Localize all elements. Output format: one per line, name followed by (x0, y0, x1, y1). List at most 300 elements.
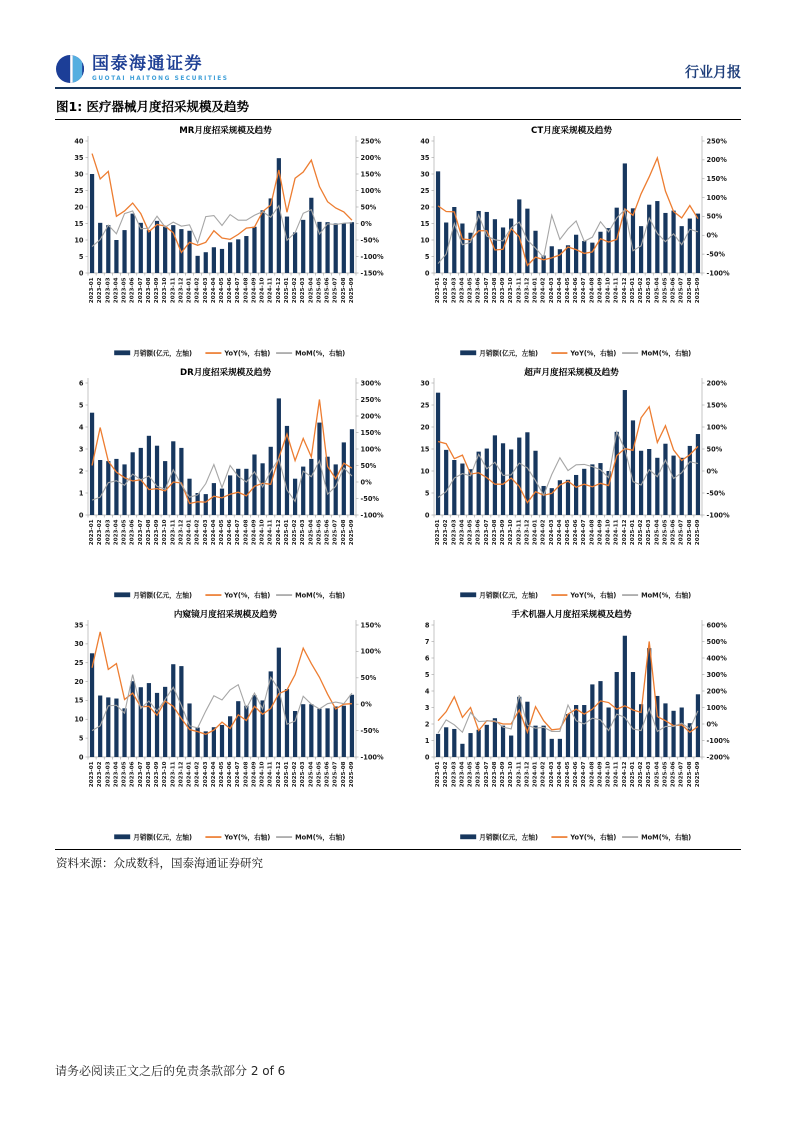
svg-text:2023-05: 2023-05 (467, 761, 474, 788)
svg-text:MoM(%，右轴): MoM(%，右轴) (294, 591, 345, 600)
left-axis-labels (74, 137, 84, 277)
svg-text:2025-05: 2025-05 (315, 519, 322, 546)
svg-text:100%: 100% (706, 194, 727, 203)
svg-text:2024-06: 2024-06 (226, 761, 233, 788)
svg-text:2025-01: 2025-01 (283, 277, 290, 304)
svg-text:2025-05: 2025-05 (661, 519, 668, 546)
svg-text:-100%: -100% (360, 511, 384, 520)
svg-text:0%: 0% (706, 231, 718, 240)
chart-legend (114, 349, 345, 359)
svg-text:250%: 250% (360, 137, 381, 146)
svg-text:2023-06: 2023-06 (475, 277, 482, 304)
page-header (55, 44, 741, 84)
svg-text:2024-09: 2024-09 (250, 761, 257, 788)
svg-text:2023-12: 2023-12 (177, 277, 184, 304)
svg-text:2025-07: 2025-07 (332, 277, 339, 304)
bars-series (435, 164, 699, 274)
svg-text:2024-01: 2024-01 (186, 519, 193, 546)
svg-text:-150%: -150% (360, 269, 384, 278)
svg-text:YoY(%，右轴): YoY(%，右轴) (223, 833, 270, 842)
svg-text:2025-09: 2025-09 (694, 761, 701, 788)
svg-text:35: 35 (419, 153, 429, 162)
svg-text:20: 20 (73, 203, 83, 212)
svg-text:150%: 150% (360, 428, 381, 437)
svg-text:2023-10: 2023-10 (161, 761, 168, 788)
svg-text:2023-08: 2023-08 (145, 761, 152, 788)
svg-text:2023-04: 2023-04 (458, 519, 465, 546)
svg-text:40: 40 (419, 137, 429, 146)
svg-text:2023-12: 2023-12 (177, 761, 184, 788)
chart-cell-0 (58, 123, 393, 363)
svg-text:2023-11: 2023-11 (515, 761, 522, 788)
svg-text:2024-06: 2024-06 (572, 519, 579, 546)
svg-text:2025-08: 2025-08 (340, 761, 347, 788)
svg-text:2024-06: 2024-06 (226, 277, 233, 304)
svg-text:2023-09: 2023-09 (499, 519, 506, 546)
svg-text:2025-03: 2025-03 (299, 277, 306, 304)
svg-text:2024-03: 2024-03 (202, 761, 209, 788)
svg-text:40: 40 (73, 137, 83, 146)
svg-text:2023-12: 2023-12 (523, 761, 530, 788)
svg-text:2023-10: 2023-10 (507, 761, 514, 788)
left-axis-labels (420, 137, 430, 277)
svg-text:2024-03: 2024-03 (548, 519, 555, 546)
bars-series (435, 390, 699, 515)
svg-text:2023-07: 2023-07 (483, 761, 490, 788)
svg-text:10: 10 (73, 715, 83, 724)
svg-text:2023-02: 2023-02 (96, 519, 103, 546)
svg-text:2023-06: 2023-06 (475, 519, 482, 546)
svg-text:-100%: -100% (706, 269, 730, 278)
svg-text:2024-01: 2024-01 (532, 519, 539, 546)
svg-text:2024-11: 2024-11 (613, 761, 620, 788)
svg-text:2023-05: 2023-05 (467, 519, 474, 546)
bars-series (89, 648, 353, 757)
svg-text:25: 25 (73, 659, 83, 668)
svg-text:月销额(亿元，左轴): 月销额(亿元，左轴) (132, 349, 192, 358)
svg-text:2023-02: 2023-02 (442, 761, 449, 788)
svg-text:0: 0 (424, 511, 429, 520)
svg-text:2023-03: 2023-03 (450, 519, 457, 546)
svg-text:2024-10: 2024-10 (605, 277, 612, 304)
svg-text:5: 5 (424, 670, 429, 679)
svg-text:2025-07: 2025-07 (678, 277, 685, 304)
svg-text:2025-08: 2025-08 (340, 519, 347, 546)
svg-text:月销额(亿元，左轴): 月销额(亿元，左轴) (132, 591, 192, 600)
svg-text:2025-06: 2025-06 (324, 519, 331, 546)
svg-text:2024-07: 2024-07 (234, 277, 241, 304)
svg-text:200%: 200% (706, 687, 727, 696)
svg-text:2023-04: 2023-04 (112, 519, 119, 546)
svg-text:2024-01: 2024-01 (186, 277, 193, 304)
svg-text:2025-06: 2025-06 (324, 277, 331, 304)
svg-text:2023-02: 2023-02 (96, 277, 103, 304)
svg-text:100%: 100% (706, 703, 727, 712)
svg-text:YoY(%，右轴): YoY(%，右轴) (569, 833, 616, 842)
svg-text:2024-03: 2024-03 (202, 519, 209, 546)
svg-text:-50%: -50% (706, 250, 725, 259)
bars-series (89, 158, 353, 273)
chart-legend (460, 833, 691, 843)
svg-text:2023-11: 2023-11 (515, 519, 522, 546)
svg-text:2024-08: 2024-08 (242, 519, 249, 546)
svg-text:2025-01: 2025-01 (283, 519, 290, 546)
svg-text:0%: 0% (360, 700, 372, 709)
svg-text:2025-01: 2025-01 (629, 761, 636, 788)
right-axis-labels (706, 137, 730, 277)
svg-text:300%: 300% (706, 670, 727, 679)
right-axis-labels (706, 379, 730, 519)
svg-text:2024-08: 2024-08 (242, 277, 249, 304)
svg-text:2023-01: 2023-01 (434, 519, 441, 546)
svg-text:30: 30 (419, 170, 429, 179)
svg-text:2023-10: 2023-10 (161, 277, 168, 304)
svg-text:15: 15 (419, 445, 429, 454)
x-axis-labels (89, 278, 355, 304)
svg-text:2024-04: 2024-04 (210, 519, 217, 546)
svg-text:2023-08: 2023-08 (491, 519, 498, 546)
svg-text:10: 10 (419, 467, 429, 476)
svg-text:2023-10: 2023-10 (507, 277, 514, 304)
svg-text:2024-05: 2024-05 (564, 761, 571, 788)
svg-text:2024-02: 2024-02 (540, 277, 547, 304)
chart-svg-2 (58, 365, 393, 605)
svg-text:2025-05: 2025-05 (661, 761, 668, 788)
svg-text:0: 0 (78, 753, 83, 762)
svg-text:2023-04: 2023-04 (112, 277, 119, 304)
brand-logo-icon (55, 54, 85, 84)
svg-text:100%: 100% (360, 445, 381, 454)
chart-svg-4 (58, 607, 393, 847)
svg-text:2025-03: 2025-03 (645, 519, 652, 546)
brand-logo (55, 54, 229, 84)
svg-text:2023-04: 2023-04 (458, 761, 465, 788)
svg-text:0: 0 (424, 753, 429, 762)
svg-text:150%: 150% (706, 401, 727, 410)
svg-text:-100%: -100% (706, 736, 730, 745)
svg-text:15: 15 (73, 219, 83, 228)
chart-title: 超声月度招采规模及趋势 (523, 368, 619, 379)
right-axis-labels (360, 137, 384, 277)
svg-text:20: 20 (73, 678, 83, 687)
svg-text:2023-09: 2023-09 (153, 277, 160, 304)
svg-text:MoM(%，右轴): MoM(%，右轴) (294, 349, 345, 358)
svg-text:400%: 400% (706, 654, 727, 663)
svg-text:2023-03: 2023-03 (450, 761, 457, 788)
svg-text:2024-09: 2024-09 (250, 519, 257, 546)
charts-grid (55, 123, 741, 847)
svg-text:2024-01: 2024-01 (532, 277, 539, 304)
svg-text:2023-03: 2023-03 (450, 277, 457, 304)
svg-text:2023-01: 2023-01 (88, 277, 95, 304)
svg-text:35: 35 (73, 621, 83, 630)
svg-text:2024-07: 2024-07 (580, 277, 587, 304)
svg-text:2025-05: 2025-05 (315, 277, 322, 304)
svg-text:2024-04: 2024-04 (556, 277, 563, 304)
svg-text:2023-12: 2023-12 (177, 519, 184, 546)
svg-text:100%: 100% (360, 186, 381, 195)
svg-text:2023-08: 2023-08 (145, 277, 152, 304)
svg-text:2023-07: 2023-07 (137, 519, 144, 546)
svg-text:2024-05: 2024-05 (218, 519, 225, 546)
chart-svg-1 (404, 123, 739, 363)
svg-text:2024-04: 2024-04 (556, 761, 563, 788)
svg-text:月销额(亿元，左轴): 月销额(亿元，左轴) (478, 349, 538, 358)
chart-cell-1 (404, 123, 739, 363)
svg-text:0%: 0% (706, 720, 718, 729)
svg-text:2024-06: 2024-06 (572, 761, 579, 788)
svg-text:2025-06: 2025-06 (670, 761, 677, 788)
svg-text:2024-06: 2024-06 (572, 277, 579, 304)
svg-text:2024-08: 2024-08 (588, 761, 595, 788)
svg-text:250%: 250% (706, 137, 727, 146)
chart-title: 内窥镜月度招采规模及趋势 (173, 610, 277, 621)
svg-text:2: 2 (424, 720, 429, 729)
svg-text:2024-12: 2024-12 (621, 277, 628, 304)
svg-text:50%: 50% (360, 203, 376, 212)
svg-text:2024-09: 2024-09 (596, 519, 603, 546)
svg-text:2023-04: 2023-04 (112, 761, 119, 788)
svg-text:3: 3 (78, 445, 83, 454)
svg-text:2: 2 (78, 467, 83, 476)
chart-cell-4 (58, 607, 393, 847)
chart-legend (460, 591, 691, 601)
svg-text:50%: 50% (706, 445, 722, 454)
chart-cell-3 (404, 365, 739, 605)
svg-text:2023-06: 2023-06 (129, 519, 136, 546)
chart-svg-3 (404, 365, 739, 605)
svg-text:2023-07: 2023-07 (483, 277, 490, 304)
svg-text:4: 4 (78, 423, 83, 432)
svg-text:2024-03: 2024-03 (202, 277, 209, 304)
svg-text:500%: 500% (706, 637, 727, 646)
page-content (55, 0, 741, 871)
svg-text:2024-09: 2024-09 (596, 277, 603, 304)
svg-text:200%: 200% (360, 153, 381, 162)
svg-text:7: 7 (424, 637, 429, 646)
svg-text:2023-11: 2023-11 (169, 519, 176, 546)
svg-text:2023-02: 2023-02 (442, 519, 449, 546)
svg-text:2024-05: 2024-05 (564, 519, 571, 546)
svg-text:2025-02: 2025-02 (637, 519, 644, 546)
svg-text:50%: 50% (360, 461, 376, 470)
svg-text:2025-09: 2025-09 (348, 761, 355, 788)
svg-text:0%: 0% (360, 219, 372, 228)
svg-text:2023-06: 2023-06 (129, 761, 136, 788)
svg-text:2025-06: 2025-06 (670, 277, 677, 304)
svg-text:250%: 250% (360, 395, 381, 404)
svg-text:600%: 600% (706, 621, 727, 630)
svg-text:2024-03: 2024-03 (548, 761, 555, 788)
svg-text:0%: 0% (360, 478, 372, 487)
svg-text:2024-11: 2024-11 (267, 761, 274, 788)
svg-text:2025-03: 2025-03 (299, 761, 306, 788)
svg-text:30: 30 (73, 170, 83, 179)
svg-text:-50%: -50% (706, 489, 725, 498)
x-axis-labels (89, 762, 355, 788)
svg-text:5: 5 (78, 252, 83, 261)
svg-text:2024-12: 2024-12 (621, 761, 628, 788)
svg-text:0: 0 (78, 269, 83, 278)
svg-text:2025-03: 2025-03 (645, 761, 652, 788)
svg-text:30: 30 (73, 640, 83, 649)
svg-text:2025-07: 2025-07 (678, 761, 685, 788)
svg-text:2023-12: 2023-12 (523, 277, 530, 304)
svg-text:2024-08: 2024-08 (588, 519, 595, 546)
svg-text:15: 15 (419, 219, 429, 228)
svg-text:2025-01: 2025-01 (629, 519, 636, 546)
svg-text:2023-05: 2023-05 (121, 277, 128, 304)
svg-text:2024-08: 2024-08 (242, 761, 249, 788)
svg-text:2023-07: 2023-07 (137, 277, 144, 304)
x-axis-labels (89, 520, 355, 546)
svg-text:2025-04: 2025-04 (653, 277, 660, 304)
svg-text:2025-07: 2025-07 (332, 761, 339, 788)
chart-legend (114, 591, 345, 601)
svg-text:0: 0 (424, 269, 429, 278)
svg-text:2024-10: 2024-10 (259, 277, 266, 304)
svg-text:2025-02: 2025-02 (291, 277, 298, 304)
svg-text:2025-08: 2025-08 (686, 519, 693, 546)
svg-text:25: 25 (73, 186, 83, 195)
svg-text:月销额(亿元，左轴): 月销额(亿元，左轴) (132, 833, 192, 842)
svg-text:2024-04: 2024-04 (210, 277, 217, 304)
chart-cell-2 (58, 365, 393, 605)
chart-cell-5 (404, 607, 739, 847)
svg-text:-100%: -100% (360, 252, 384, 261)
svg-text:月销额(亿元，左轴): 月销额(亿元，左轴) (478, 833, 538, 842)
svg-text:5: 5 (424, 252, 429, 261)
svg-text:8: 8 (424, 621, 429, 630)
svg-text:3: 3 (424, 703, 429, 712)
chart-title: 手术机器人月度招采规模及趋势 (510, 610, 632, 621)
svg-text:5: 5 (424, 489, 429, 498)
svg-text:2023-03: 2023-03 (104, 277, 111, 304)
svg-text:2024-10: 2024-10 (605, 519, 612, 546)
svg-text:50%: 50% (360, 674, 376, 683)
svg-text:2023-04: 2023-04 (458, 277, 465, 304)
svg-text:2023-01: 2023-01 (88, 761, 95, 788)
svg-text:2023-08: 2023-08 (145, 519, 152, 546)
svg-text:100%: 100% (706, 423, 727, 432)
svg-text:2023-10: 2023-10 (161, 519, 168, 546)
chart-title: DR月度招采规模及趋势 (179, 368, 271, 379)
svg-text:2025-09: 2025-09 (348, 277, 355, 304)
report-type-label: 行业月报 (685, 65, 741, 81)
figure-box (55, 119, 741, 850)
chart-legend (114, 833, 345, 843)
chart-title: MR月度招采规模及趋势 (178, 126, 272, 137)
svg-text:2024-12: 2024-12 (621, 519, 628, 546)
svg-text:2023-06: 2023-06 (475, 761, 482, 788)
chart-legend (460, 349, 691, 359)
svg-text:2025-08: 2025-08 (686, 277, 693, 304)
left-axis-labels (74, 621, 84, 761)
svg-text:200%: 200% (360, 412, 381, 421)
svg-text:2023-07: 2023-07 (483, 519, 490, 546)
left-axis-labels (424, 621, 429, 761)
svg-text:2023-03: 2023-03 (104, 761, 111, 788)
svg-text:2023-05: 2023-05 (121, 519, 128, 546)
svg-text:4: 4 (424, 687, 429, 696)
svg-text:10: 10 (419, 236, 429, 245)
svg-text:2025-02: 2025-02 (291, 761, 298, 788)
svg-text:5: 5 (78, 734, 83, 743)
svg-text:YoY(%，右轴): YoY(%，右轴) (223, 591, 270, 600)
svg-text:2025-01: 2025-01 (283, 761, 290, 788)
x-axis-labels (435, 278, 701, 304)
svg-text:2024-10: 2024-10 (259, 519, 266, 546)
svg-text:2023-01: 2023-01 (434, 761, 441, 788)
svg-text:2023-09: 2023-09 (499, 761, 506, 788)
svg-text:2025-08: 2025-08 (686, 761, 693, 788)
svg-text:2024-03: 2024-03 (548, 277, 555, 304)
svg-text:2024-06: 2024-06 (226, 519, 233, 546)
svg-text:2023-09: 2023-09 (153, 519, 160, 546)
svg-text:-50%: -50% (360, 727, 379, 736)
svg-text:20: 20 (419, 423, 429, 432)
svg-text:2024-09: 2024-09 (596, 761, 603, 788)
svg-text:2023-12: 2023-12 (523, 519, 530, 546)
svg-text:-50%: -50% (360, 494, 379, 503)
svg-text:2023-11: 2023-11 (515, 277, 522, 304)
svg-text:2024-10: 2024-10 (605, 761, 612, 788)
svg-text:-100%: -100% (360, 753, 384, 762)
svg-text:YoY(%，右轴): YoY(%，右轴) (569, 349, 616, 358)
svg-text:2024-12: 2024-12 (275, 277, 282, 304)
header-divider (55, 87, 741, 89)
left-axis-labels (420, 379, 430, 519)
svg-text:2025-02: 2025-02 (637, 277, 644, 304)
svg-text:200%: 200% (706, 379, 727, 388)
svg-text:20: 20 (419, 203, 429, 212)
left-axis-labels (78, 379, 83, 519)
svg-text:2025-03: 2025-03 (299, 519, 306, 546)
svg-text:2025-09: 2025-09 (694, 519, 701, 546)
svg-text:25: 25 (419, 401, 429, 410)
svg-text:2023-08: 2023-08 (491, 761, 498, 788)
svg-text:2025-07: 2025-07 (332, 519, 339, 546)
svg-text:2024-04: 2024-04 (556, 519, 563, 546)
right-axis-labels (360, 379, 384, 519)
svg-text:MoM(%，右轴): MoM(%，右轴) (640, 591, 691, 600)
svg-text:5: 5 (78, 401, 83, 410)
svg-text:2024-02: 2024-02 (194, 519, 201, 546)
svg-text:50%: 50% (706, 212, 722, 221)
svg-text:300%: 300% (360, 379, 381, 388)
svg-text:2025-04: 2025-04 (653, 519, 660, 546)
svg-text:2025-06: 2025-06 (670, 519, 677, 546)
x-axis-labels (435, 762, 701, 788)
svg-text:2024-02: 2024-02 (194, 277, 201, 304)
figure-title: 图1: 医疗器械月度招采规模及趋势 (56, 99, 250, 115)
svg-text:2023-05: 2023-05 (121, 761, 128, 788)
svg-text:15: 15 (73, 696, 83, 705)
svg-text:2024-01: 2024-01 (532, 761, 539, 788)
chart-title: CT月度采规模及趋势 (530, 126, 612, 137)
svg-text:0: 0 (78, 511, 83, 520)
svg-text:2024-09: 2024-09 (250, 277, 257, 304)
svg-text:2023-08: 2023-08 (491, 277, 498, 304)
svg-text:1: 1 (78, 489, 83, 498)
svg-text:2024-02: 2024-02 (540, 519, 547, 546)
svg-text:2023-02: 2023-02 (442, 277, 449, 304)
svg-text:2023-02: 2023-02 (96, 761, 103, 788)
svg-text:150%: 150% (360, 170, 381, 179)
svg-text:2024-10: 2024-10 (259, 761, 266, 788)
svg-text:35: 35 (73, 153, 83, 162)
brand-name-en: GUOTAI HAITONG SECURITIES (92, 75, 229, 82)
